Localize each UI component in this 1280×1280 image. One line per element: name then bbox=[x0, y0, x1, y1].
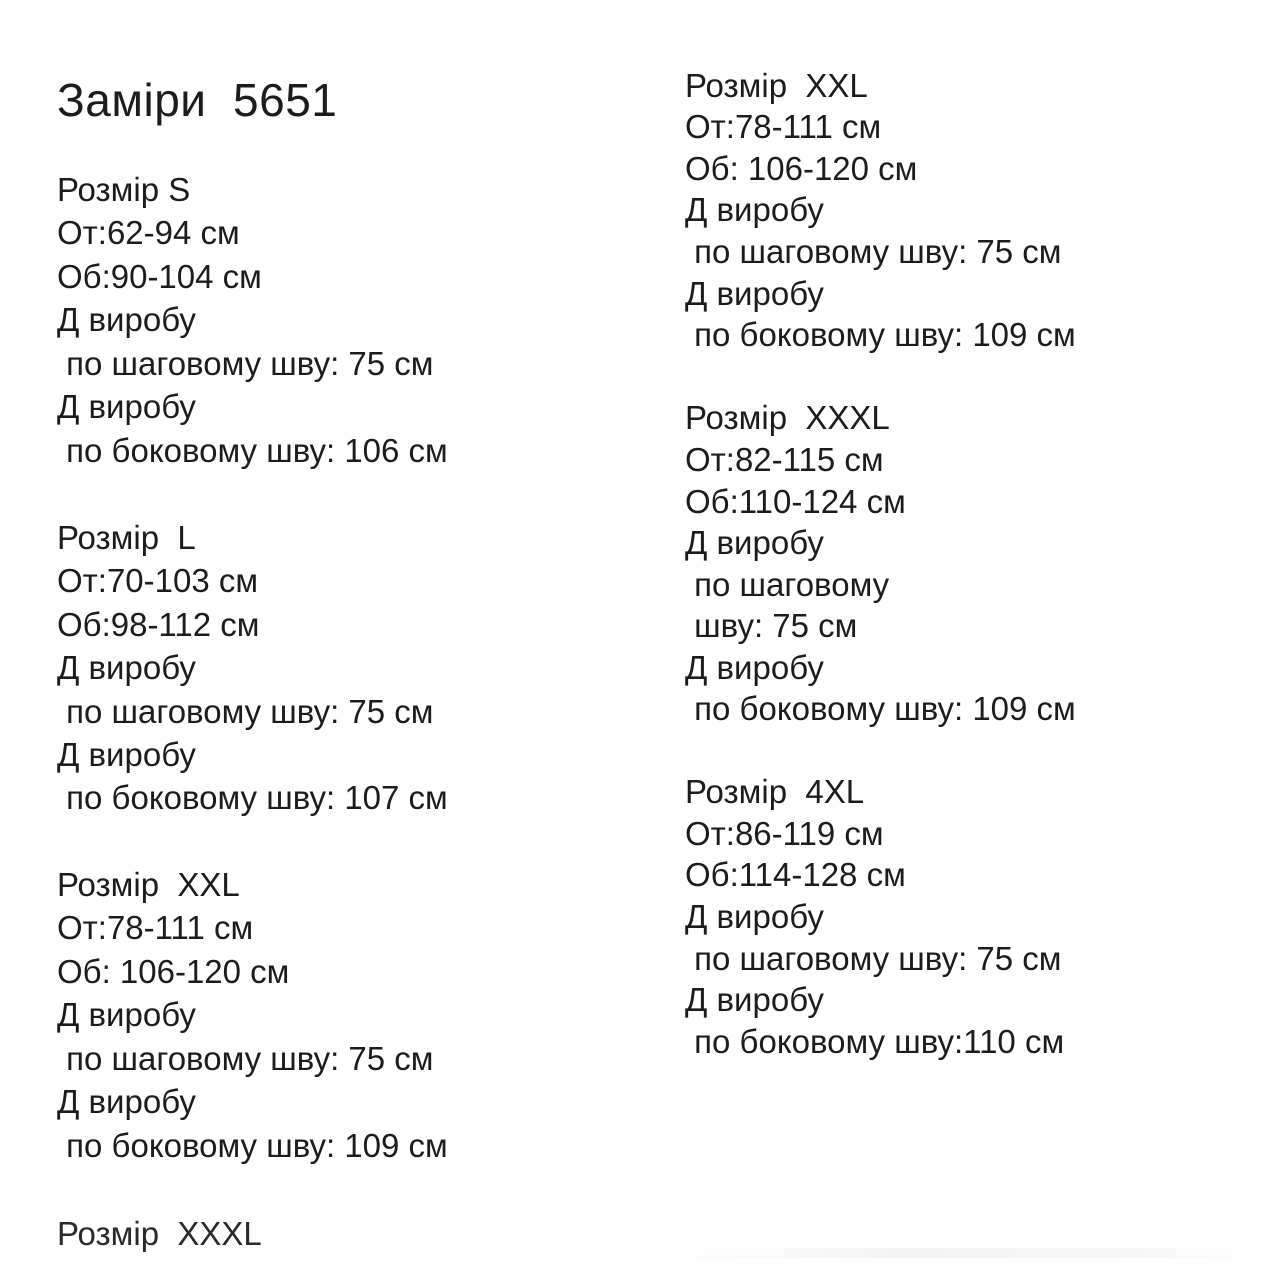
size-header: Розмір L bbox=[57, 519, 196, 556]
length-label: Д виробу bbox=[685, 524, 824, 561]
waist-girth: Об:98-112 см bbox=[57, 606, 260, 643]
length-label: Д виробу bbox=[685, 898, 824, 935]
side-seam-length: по боковому шву: 106 см bbox=[57, 432, 448, 469]
inseam-length: по шаговому bbox=[685, 566, 890, 603]
size-header: Розмір XXXL bbox=[685, 399, 890, 436]
inseam-length: по шаговому шву: 75 см bbox=[685, 940, 1062, 977]
inseam-length: по шаговому шву: 75 см bbox=[57, 345, 434, 382]
side-seam-length: по боковому шву: 109 см bbox=[685, 316, 1076, 353]
hip-girth: От:86-119 см bbox=[685, 815, 884, 852]
length-label: Д виробу bbox=[685, 981, 824, 1018]
hip-girth: От:78-111 см bbox=[685, 108, 882, 145]
waist-girth: Об:110-124 см bbox=[685, 483, 906, 520]
length-label: Д виробу bbox=[57, 1083, 196, 1120]
page-title: Заміри 5651 bbox=[57, 74, 338, 126]
hip-girth: От:70-103 см bbox=[57, 562, 259, 599]
waist-girth: Об:90-104 см bbox=[57, 258, 262, 295]
size-header: Розмір S bbox=[57, 171, 191, 208]
side-seam-length: по боковому шву: 109 см bbox=[685, 690, 1076, 727]
bottom-edge-shadow bbox=[660, 1248, 1260, 1258]
inseam-length: по шаговому шву: 75 см bbox=[57, 1040, 434, 1077]
length-label: Д виробу bbox=[685, 275, 824, 312]
length-label: Д виробу bbox=[685, 191, 824, 228]
clipped-size-header bbox=[57, 1206, 357, 1252]
length-label: Д виробу bbox=[685, 649, 824, 686]
size-header: Розмір XXXL bbox=[57, 1215, 262, 1252]
side-seam-length: по боковому шву: 107 см bbox=[57, 779, 448, 816]
length-label: Д виробу bbox=[57, 996, 196, 1033]
length-label: Д виробу bbox=[57, 301, 196, 338]
size-header: Розмір 4XL bbox=[685, 773, 865, 810]
hip-girth: От:62-94 см bbox=[57, 214, 240, 251]
hip-girth: От:78-111 см bbox=[57, 909, 254, 946]
hip-girth: От:82-115 см bbox=[685, 441, 884, 478]
waist-girth: Об: 106-120 см bbox=[57, 953, 290, 990]
size-header: Розмір XXL bbox=[57, 866, 240, 903]
length-label: Д виробу bbox=[57, 649, 196, 686]
waist-girth: Об: 106-120 см bbox=[685, 150, 918, 187]
waist-girth: Об:114-128 см bbox=[685, 856, 906, 893]
inseam-length: по шаговому шву: 75 см bbox=[57, 693, 434, 730]
size-header: Розмір XXL bbox=[685, 67, 868, 104]
inseam-length: по шаговому шву: 75 см bbox=[685, 233, 1062, 270]
side-seam-length: по боковому шву: 109 см bbox=[57, 1127, 448, 1164]
inseam-length-cont: шву: 75 см bbox=[685, 607, 858, 644]
side-seam-length: по боковому шву:110 см bbox=[685, 1023, 1065, 1060]
length-label: Д виробу bbox=[57, 736, 196, 773]
length-label: Д виробу bbox=[57, 388, 196, 425]
